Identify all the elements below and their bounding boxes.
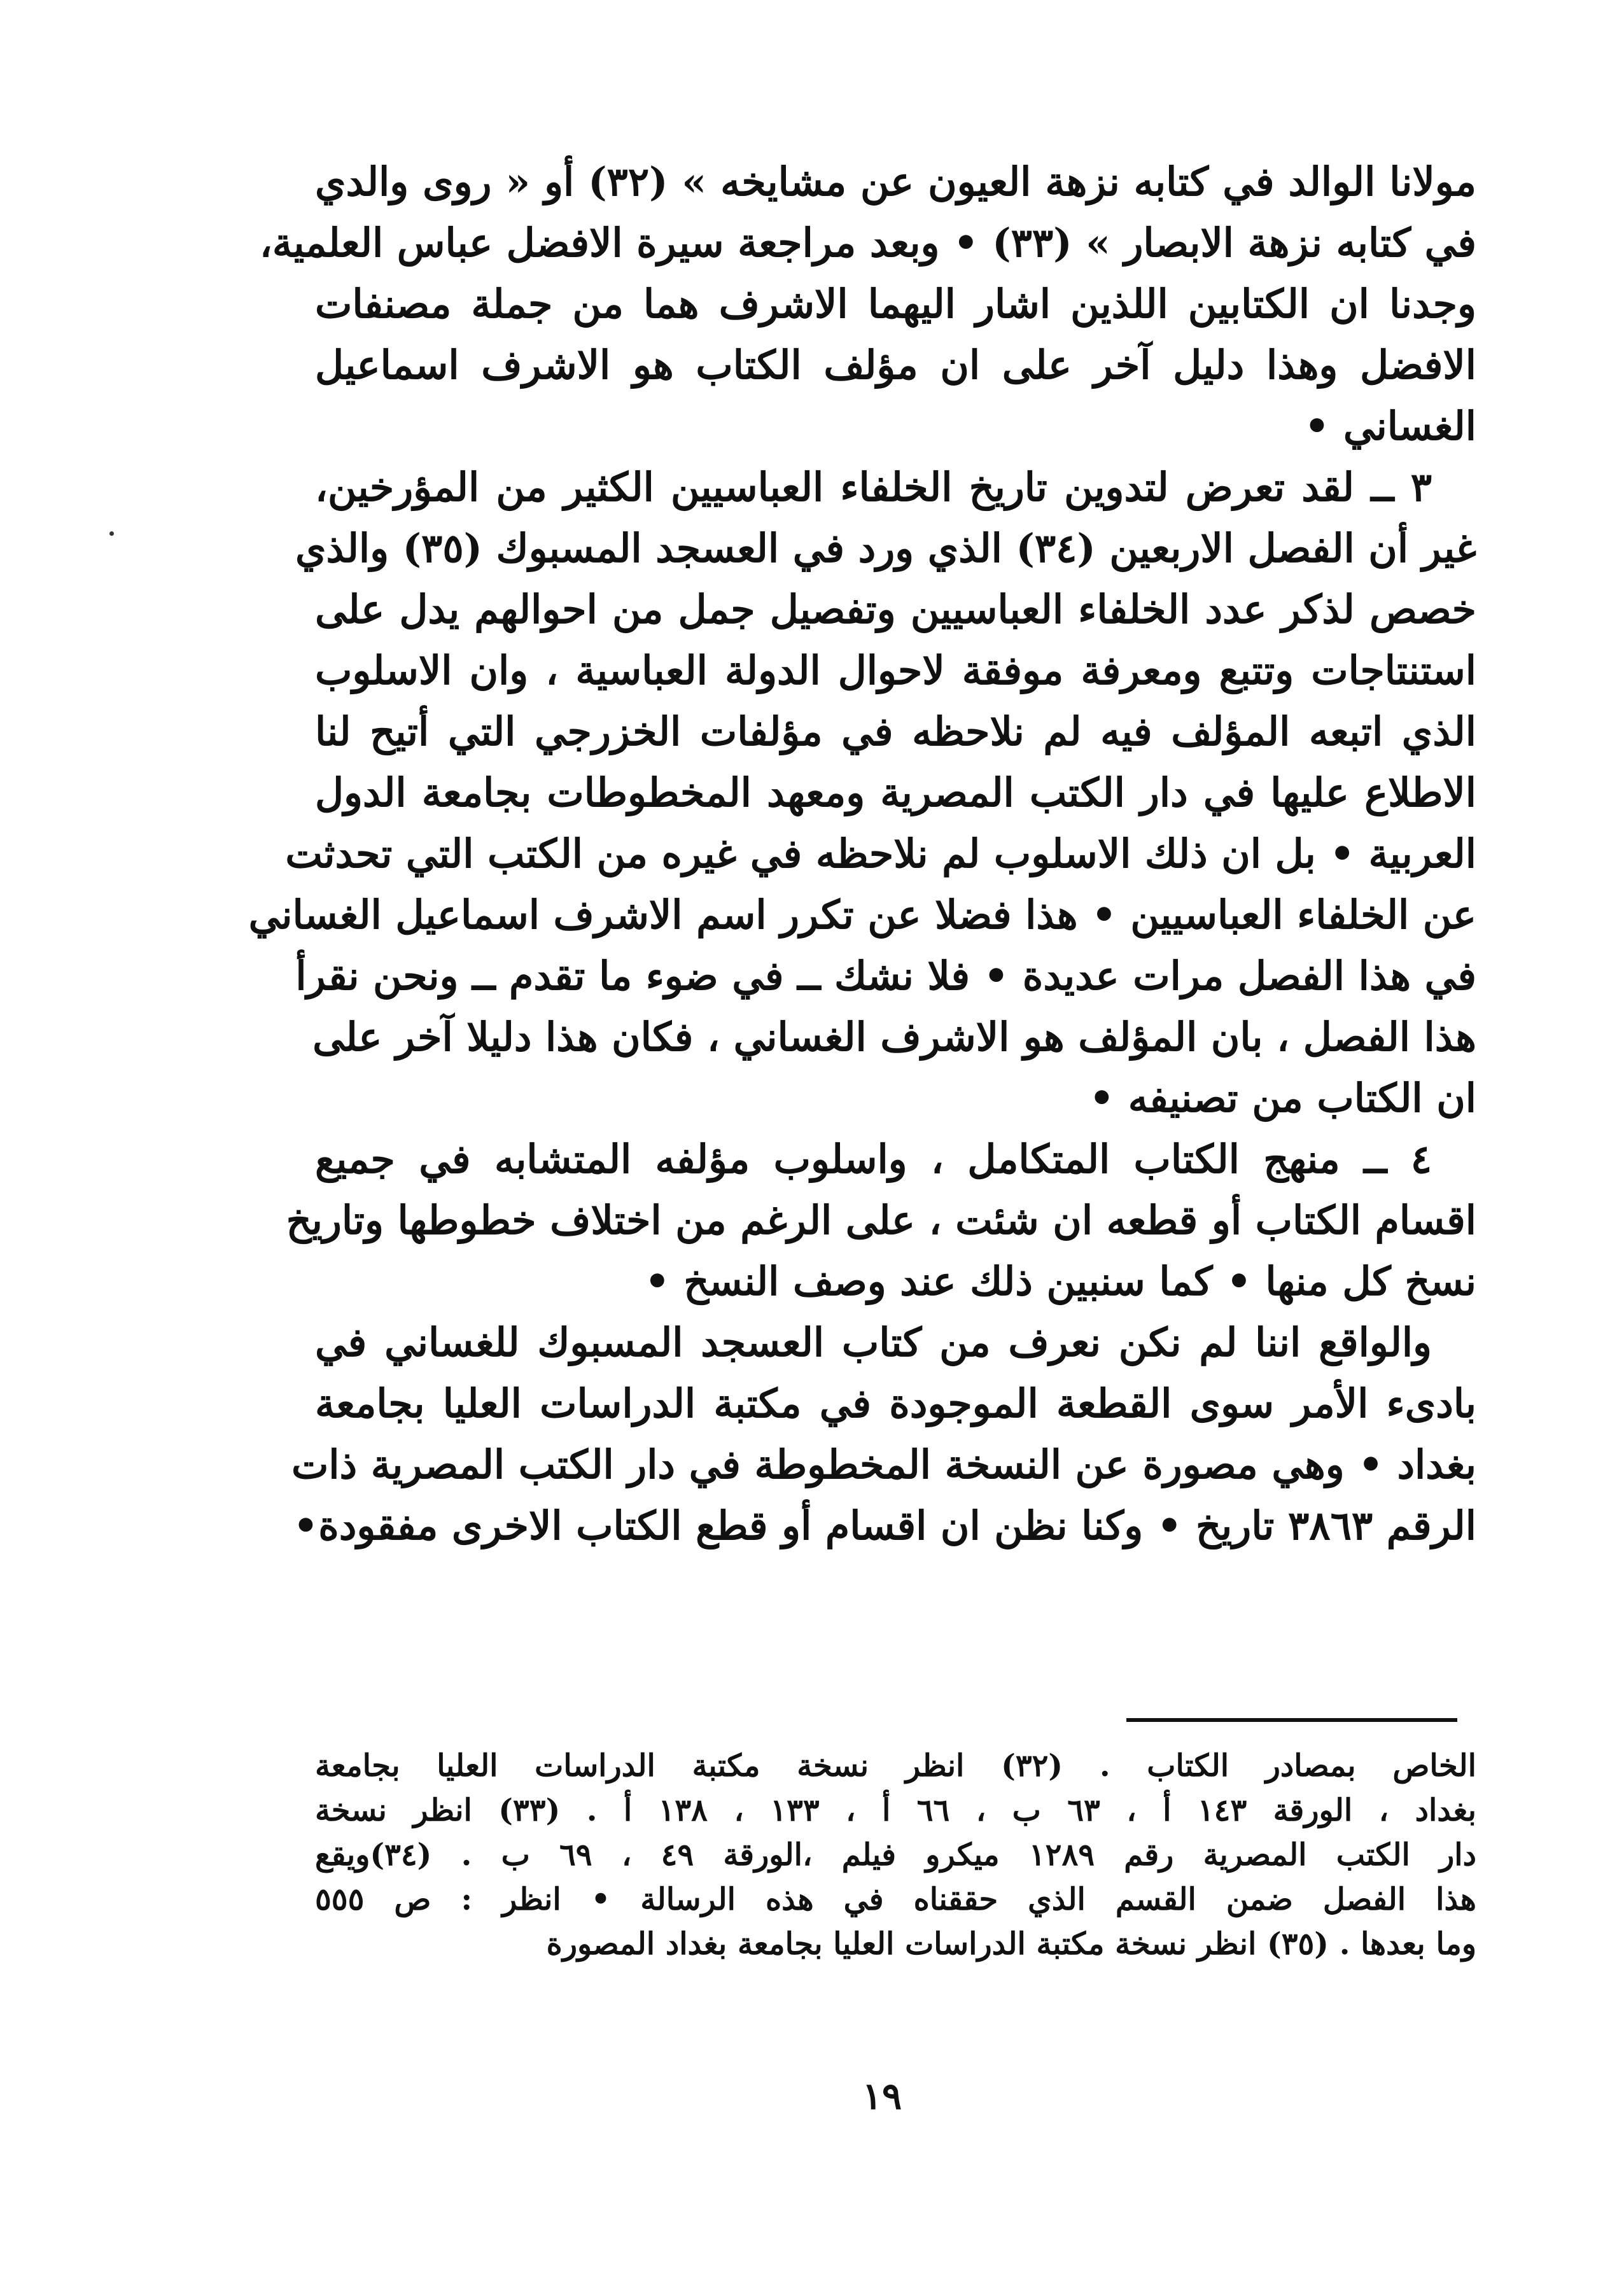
body-line: العربية • بل ان ذلك الاسلوب لم نلاحظه في غيره من الكتب التي تحدثت [285,830,1476,877]
body-line: في هذا الفصل مرات عديدة • فلا نشك ــ في ضوء ما تقدم ــ ونحن نقرأ [295,953,1476,999]
body-line: عن الخلفاء العباسيين • هذا فضلا عن تكرر اسم الاشرف اسماعيل الغساني [248,892,1476,938]
body-line: وجدنا ان الكتابين اللذين اشار اليهما الاشرف هما من جملة مصنفات [315,281,1476,327]
body-line: ان الكتاب من تصنيفه • [1089,1075,1476,1121]
footnote-line: دار الكتب المصرية رقم ١٢٨٩ ميكرو فيلم ،الورقة ٤٩ ، ٦٩ ب . (٣٤)ويقع [315,1837,1476,1873]
paragraph-3-start: ٣ ــ لقد تعرض لتدوين تاريخ الخلفاء العباسيين الكثير من المؤرخين، [315,464,1432,510]
footnote-line: هذا الفصل ضمن القسم الذي حققناه في هذه الرسالة • انظر : ص ٥٥٥ [315,1882,1476,1917]
body-line: غير أن الفصل الاربعين (٣٤) الذي ورد في العسجد المسبوك (٣٥) والذي [295,525,1476,571]
body-line: الذي اتبعه المؤلف فيه لم نلاحظه في مؤلفات الخزرجي التي أتيح لنا [315,708,1476,755]
paragraph-4-start: ٤ ــ منهج الكتاب المتكامل ، واسلوب مؤلفه المتشابه في جميع [315,1136,1432,1182]
page-number: ١٩ [862,2074,902,2118]
footnote-line: الخاص بمصادر الكتاب . (٣٢) انظر نسخة مكتبة الدراسات العليا بجامعة [315,1748,1476,1784]
main-body-text [248,151,1476,1691]
footnote-line: بغداد ، الورقة ١٤٣ أ ، ٦٣ ب ، ٦٦ أ ، ١٣٣ ، ١٣٨ أ . (٣٣) انظر نسخة [315,1793,1477,1828]
footnote-separator-rule [1126,1718,1457,1722]
body-line: خصص لذكر عدد الخلفاء العباسيين وتفصيل جمل من احوالهم يدل على [315,586,1476,633]
body-line: اقسام الكتاب أو قطعه ان شئت ، على الرغم من اختلاف خطوطها وتاريخ [286,1197,1476,1243]
body-line: هذا الفصل ، بان المؤلف هو الاشرف الغساني ، فكان هذا دليلا آخر على [312,1014,1476,1060]
body-line: بادىء الأمر سوى القطعة الموجودة في مكتبة الدراسات العليا بجامعة [315,1380,1476,1427]
body-line: الافضل وهذا دليل آخر على ان مؤلف الكتاب هو الاشرف اسماعيل [315,342,1476,388]
scan-speck [109,531,114,536]
body-line: في كتابه نزهة الابصار » (٣٣) • وبعد مراجعة سيرة الافضل عباس العلمية، [259,220,1476,266]
body-line: استنتاجات وتتبع ومعرفة موفقة لاحوال الدولة العباسية ، وان الاسلوب [315,647,1476,694]
body-line: مولانا الوالد في كتابه نزهة العيون عن مشايخه » (٣٢) أو « روى والدي [315,158,1476,205]
body-line: بغداد • وهي مصورة عن النسخة المخطوطة في دار الكتب المصرية ذات [291,1441,1476,1488]
body-line: الرقم ٣٨٦٣ تاريخ • وكنا نظن ان اقسام أو قطع الكتاب الاخرى مفقودة• [293,1502,1476,1549]
paragraph-5-start: والواقع اننا لم نكن نعرف من كتاب العسجد المسبوك للغساني في [315,1319,1432,1366]
body-line: نسخ كل منها • كما سنبين ذلك عند وصف النسخ • [645,1258,1476,1304]
body-line: الاطلاع عليها في دار الكتب المصرية ومعهد المخطوطات بجامعة الدول [315,769,1476,816]
footnote-line: وما بعدها . (٣٥) انظر نسخة مكتبة الدراسات العليا بجامعة بغداد المصورة [546,1926,1476,1962]
body-line: الغساني • [1304,403,1476,449]
footnotes-block [315,1744,1476,1966]
